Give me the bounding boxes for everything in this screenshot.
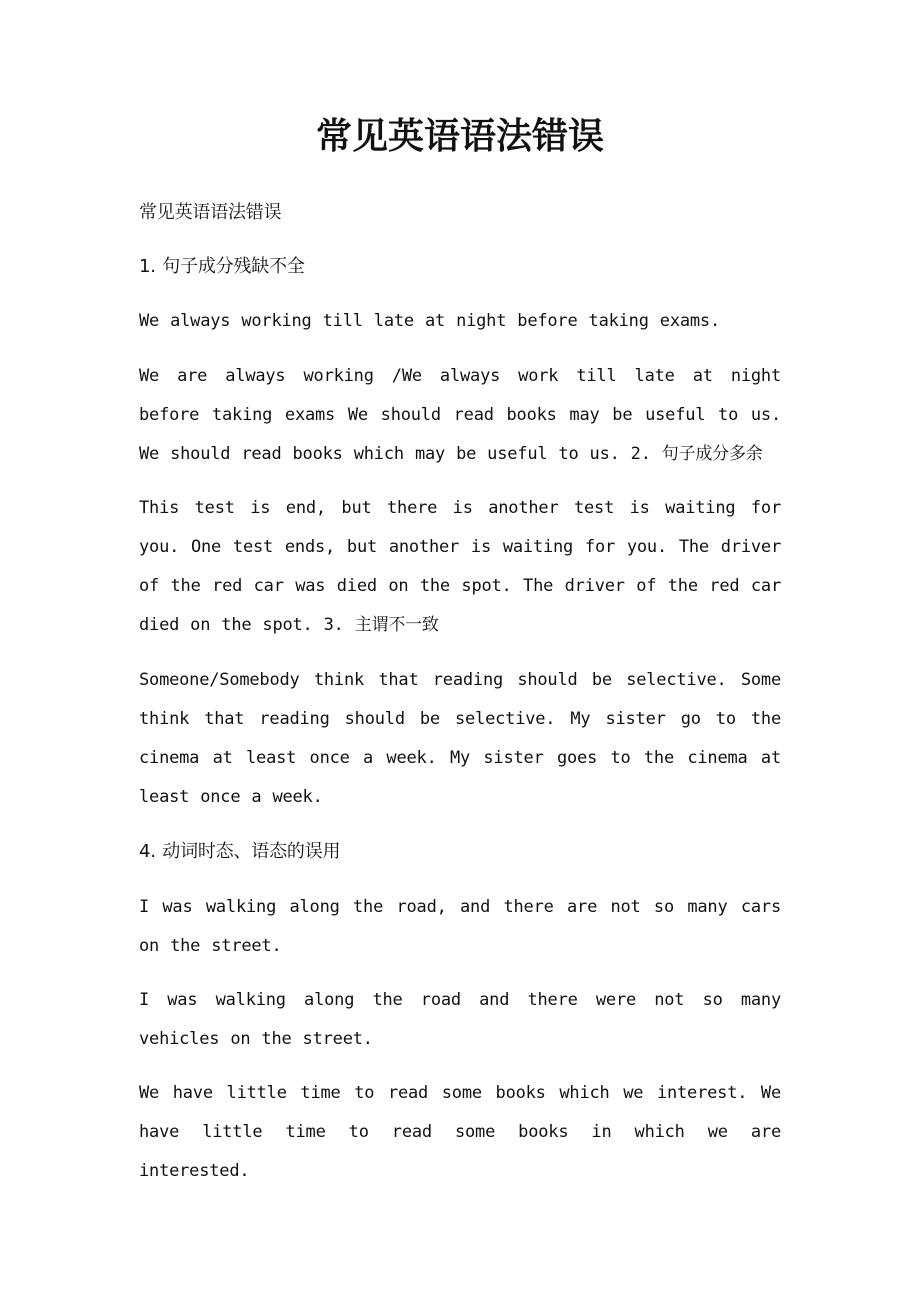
paragraph-example-6: I was walking along the road and there were not so many vehicles on the street. xyxy=(139,990,781,1049)
paragraph-example-2: We are always working /We always work till late at night before taking exams We should read books may be useful to us. We should read books which may be useful to us. 2. 句子成分多余 xyxy=(139,366,781,464)
paragraph-heading-4: 4. 动词时态、语态的误用 xyxy=(139,841,341,862)
paragraph-example-5: I was walking along the road, and there are not so many cars on the street. xyxy=(139,897,781,956)
paragraph-example-4: Someone/Somebody think that reading should be selective. Some think that reading should be selective. My sister go to the cinema at least once a week. My sister goes to the cinema at least once a week. xyxy=(139,670,781,807)
paragraph-heading-1: 1. 句子成分残缺不全 xyxy=(139,256,305,277)
document-title: 常见英语语法错误 xyxy=(315,115,604,157)
paragraph-subtitle: 常见英语语法错误 xyxy=(139,202,282,223)
paragraph-example-1: We always working till late at night before taking exams. xyxy=(139,311,720,331)
paragraph-example-7: We have little time to read some books which we interest. We have little time to read some books in which we are interested. xyxy=(139,1083,781,1181)
paragraph-example-3: This test is end, but there is another test is waiting for you. One test ends, but another is waiting for you. The driver of the red car was died on the spot. The driver of the red car died on the spot. 3. 主谓不一致 xyxy=(139,498,781,635)
